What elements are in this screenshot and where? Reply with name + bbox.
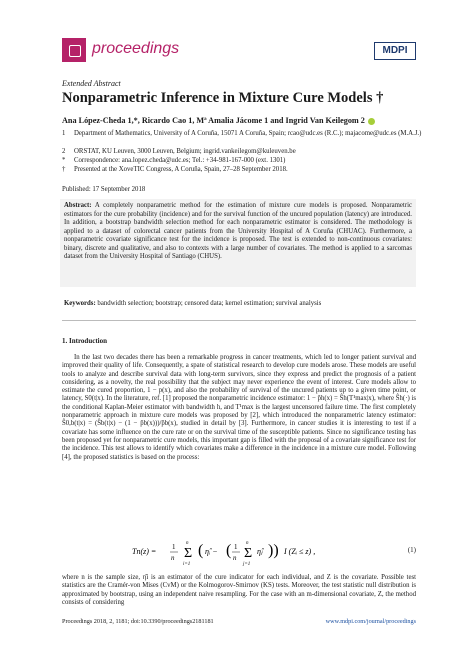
affiliation-1: 1 Department of Mathematics, University of A Coruña, 15071 A Coruña, Spain; rcao@udc.es (R.C.); majacome@udc.es (M.A.J.) bbox=[62, 130, 422, 137]
svg-text:Σ: Σ bbox=[184, 546, 193, 561]
svg-text:n: n bbox=[171, 554, 175, 562]
intro-body bbox=[62, 354, 416, 462]
abstract-text: A completely nonparametric method for the estimation of mixture cure models is proposed. Nonparametric estimators for the cure probability (incidence) and for the survival function of the uncured population (latency) are introduced. In addition, a bootstrap bandwidth selection method for each nonparametric estimator is considered. The methodology is applied to a dataset of colorectal cancer patients from the University Hospital of A Coruña (CHUAC). Furthermore, a nonparametric covariate significance test for the incidence is proposed. The test is extended to non-continuous covariates: binary, discrete and qualitative, and also to contexts with a large number of covariates. The method is applied to a sarcomas dataset from the University Hospital of Santiago (CHUS). bbox=[64, 202, 412, 260]
divider bbox=[62, 320, 416, 321]
after-equation-text: where n is the sample size, η̂i is an estimator of the cure indicator for each individual, and Z is the covariate. Possible test statistics are the Cramér-von Mises (CvM) or the Kolmogorov-Smirnov (KS) tests. Moreover, the test statistic null distribution is approximated by bootstrap, using an independent naive resampling. For the case with an m-dimensional covariate, Z, the method consists of considering bbox=[62, 574, 416, 606]
equation-graphic bbox=[102, 536, 402, 568]
abstract-label: Abstract: bbox=[64, 202, 92, 209]
svg-text:(: ( bbox=[198, 542, 204, 559]
footer bbox=[62, 618, 416, 625]
equation-1 bbox=[62, 536, 416, 568]
author-names: Ana López-Cheda 1,*, Ricardo Cao 1, Mª Amalia Jácome 1 and Ingrid Van Keilegom 2 bbox=[62, 116, 365, 125]
svg-text:I (Zᵢ ≤ z) ,: I (Zᵢ ≤ z) , bbox=[284, 547, 316, 556]
svg-text:)): )) bbox=[268, 542, 279, 559]
section-heading: 1. Introduction bbox=[62, 337, 107, 345]
keywords bbox=[64, 300, 416, 309]
orcid-icon[interactable] bbox=[368, 118, 375, 125]
svg-text:i=1: i=1 bbox=[183, 562, 191, 567]
svg-text:η̂ᵢ −: η̂ᵢ − bbox=[205, 547, 218, 556]
svg-text:1: 1 bbox=[172, 543, 176, 551]
svg-text:n: n bbox=[246, 541, 249, 546]
equation-lhs: Tn(z) = bbox=[132, 547, 157, 556]
svg-text:n: n bbox=[186, 541, 189, 546]
svg-text:η̂ⱼ: η̂ⱼ bbox=[257, 547, 263, 556]
affiliation-2: 2 ORSTAT, KU Leuven, 3000 Leuven, Belgium; ingrid.vankeilegom@kuleuven.be bbox=[62, 148, 296, 155]
published-date: Published: 17 September 2018 bbox=[62, 186, 146, 193]
proceedings-logo-icon bbox=[62, 38, 86, 62]
abstract bbox=[64, 202, 412, 262]
svg-text:j=1: j=1 bbox=[243, 562, 251, 567]
keywords-label: Keywords: bbox=[64, 300, 96, 307]
author-list bbox=[62, 116, 376, 125]
mdpi-logo: MDPI bbox=[374, 42, 416, 60]
presented-note: † Presented at the XoveTIC Congress, A Coruña, Spain, 27–28 September 2018. bbox=[62, 166, 288, 173]
intro-paragraph: In the last two decades there has been a remarkable progress in cancer treatments, which led to longer patient survival and improved their quality of life. Consequently, a spate of statistical research to develop cure models arose. These models are useful tools to analyze and describe survival data with long-term survivors, since they express and predict the prognosis of a patient considering, as a novelty, the real possibility that the subject may never experience the event of interest. Cure models allow to estimate the cured proportion, 1 − p(x), and also the probability of survival of the uncured patients up to a given time point, or latency, S0(t|x). In the literature, ref. [1] proposed the nonparametric incidence estimator: 1 − p̂h(x) = Ŝh(T¹max|x), where Ŝh(·) is the conditional Kaplan-Meier estimator with bandwidth h, and T¹max is the largest uncensored failure time. The first completely nonparametric approach in mixture cure models was proposed by [2], which introduced the nonparametric latency estimator: Ŝ0,b(t|x) = (Ŝb(t|x) − (1 − p̂b(x)))/p̂b(x), studied in detail by [3]. Furthermore, in cancer studies it is interesting to test if a covariate has some influence on the cure rate or on the survival time of the susceptible patients. Since no significance testing has been proposed yet for nonparametric cure models, this important gap is filled with the proposal of a covariate significance test for the incidence. This test allows to identify which covariates make a difference in the incidence in a mixture cure model. Following [4], the proposed statistics is based on the process: bbox=[62, 354, 416, 461]
correspondence: * Correspondence: ana.lopez.cheda@udc.es; Tel.: +34-981-167-000 (ext. 1301) bbox=[62, 157, 286, 164]
svg-text:n: n bbox=[233, 554, 237, 562]
journal-name: proceedings bbox=[92, 40, 180, 57]
paper-title: Nonparametric Inference in Mixture Cure Models † bbox=[62, 90, 384, 106]
svg-text:Σ: Σ bbox=[244, 546, 253, 561]
journal-link[interactable]: www.mdpi.com/journal/proceedings bbox=[325, 618, 416, 625]
article-type: Extended Abstract bbox=[62, 79, 121, 88]
svg-text:(: ( bbox=[226, 542, 232, 559]
equation-number: (1) bbox=[407, 546, 416, 554]
svg-text:1: 1 bbox=[234, 543, 238, 551]
footer-citation: Proceedings 2018, 2, 1181; doi:10.3390/proceedings2181181 bbox=[62, 618, 214, 625]
keywords-text: bandwidth selection; bootstrap; censored data; kernel estimation; survival analysis bbox=[97, 300, 322, 307]
